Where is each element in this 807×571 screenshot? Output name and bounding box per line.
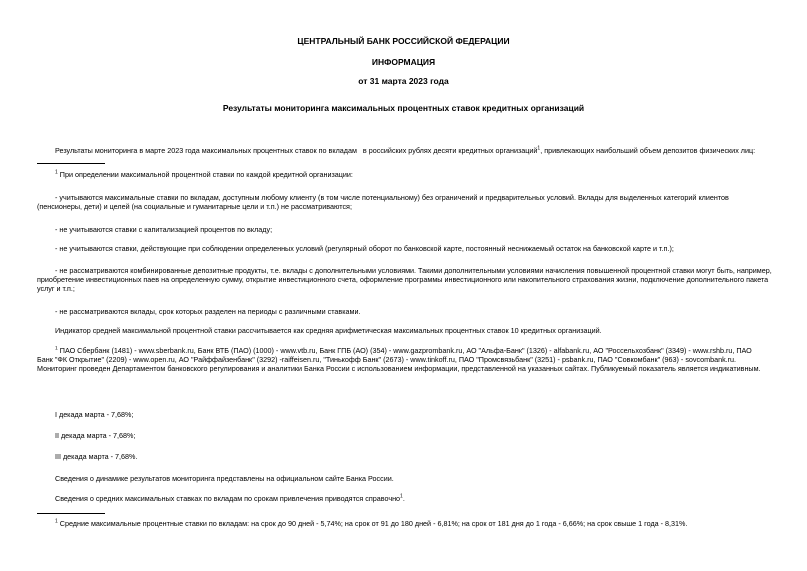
- footnote-lead-text: При определении максимальной процентной ставки по каждой кредитной организации:: [59, 170, 353, 179]
- footnote-condition-1: - учитываются максимальные ставки по вкладам, доступным любому клиенту (в том числе потенциальному) без ограничений и предварительных условий. Вклады для выделенных категорий клиентов (пенсионеры, дети) и целей (на социальные и гуманитарные цели и т.п.) не рассматриваются;: [37, 193, 729, 211]
- intro-part-3: , привлекающих наибольший объем депозитов физических лиц:: [540, 146, 756, 155]
- reference-note: [55, 494, 405, 503]
- bank-list-text-1: ПАО Сбербанк (1481) - www.sberbank.ru, Банк ВТБ (ПАО) (1000) - www.vtb.ru, Банк ГПБ (АО) (354) - www.gazprombank.ru, АО "Альфа-Банк" (1326) - alfabank.ru, АО "Россельхозбанк" (3349) - www.rshb.ru, ПАО: [59, 346, 752, 355]
- monitoring-note: Мониторинг проведен Департаментом банковского регулирования и аналитики Банка России с использованием информации, представленной на указанных сайтах. Публикуемый показатель является индикативным.: [37, 364, 761, 373]
- bank-list-block: [37, 346, 772, 373]
- bank-list-line-1: [55, 346, 772, 355]
- footnote-marker: 1: [537, 145, 541, 152]
- footnote-divider: [37, 163, 105, 164]
- footnote-condition-4: - не рассматриваются комбинированные депозитные продукты, т.е. вклады с дополнительными условиями. Такими дополнительными условиями начисления повышенной процентной ставки могут быть, например, приобретение инвестиционных паев на определенную сумму, открытие инвестиционного счета, оформление программы инвестиционного или накопительного страхования жизни, подключение дополнительного пакета услуг и т.п.;: [37, 266, 772, 293]
- footnote-marker: 1: [400, 493, 403, 500]
- reference-text: Сведения о средних максимальных ставках по вкладам по срокам привлечения приводятся справочно: [55, 494, 401, 503]
- footnote-divider: [37, 513, 105, 514]
- footnote-lead: [55, 170, 353, 179]
- average-rates-text: Средние максимальные процентные ставки по вкладам: на срок до 90 дней - 5,74%; на срок от 91 до 180 дней - 6,81%; на срок от 181 дня до 1 года - 6,66%; на срок свыше 1 года - 8,31%.: [59, 519, 688, 528]
- info-heading: ИНФОРМАЦИЯ: [371, 57, 436, 67]
- footnote-marker: 1: [55, 346, 58, 352]
- intro-part-2: в российских рублях десяти кредитных организаций: [362, 146, 538, 155]
- footnote-marker: 1: [55, 169, 58, 176]
- footnote-condition-2: - не учитываются ставки с капитализацией процентов по вкладу;: [55, 225, 273, 234]
- decade-1-rate: I декада марта - 7,68%;: [55, 410, 134, 419]
- average-rates-footnote: [55, 519, 687, 528]
- intro-part-1: Результаты мониторинга в марте 2023 года максимальных процентных ставок по вкладам: [55, 146, 357, 155]
- decade-3-rate: III декада марта - 7,68%.: [55, 452, 138, 461]
- footnote-condition-3: - не учитываются ставки, действующие при соблюдении определенных условий (регулярный оборот по банковской карте, постоянный неснижаемый остаток на банковской карте и т.п.);: [55, 244, 674, 253]
- footnote-marker: 1: [55, 518, 58, 525]
- reference-end: .: [402, 494, 405, 503]
- document-title: Результаты мониторинга максимальных процентных ставок кредитных организаций: [222, 103, 585, 113]
- bank-list-line-2: Банк "ФК Открытие" (2209) - www.open.ru, АО "Райффайзенбанк" (3292) -raiffeisen.ru, "Тинькофф Банк" (2673) - www.tinkoff.ru, ПАО "Промсвязьбанк" (3251) - psbank.ru, ПАО "Совкомбанк" (963) - sovcombank.ru.: [37, 355, 737, 364]
- date-heading: от 31 марта 2023 года: [358, 76, 449, 86]
- indicator-definition: Индикатор средней максимальной процентной ставки рассчитывается как средняя арифметическая максимальных процентных ставок 10 кредитных организаций.: [55, 326, 602, 335]
- footnote-condition-5: - не рассматриваются вклады, срок которых разделен на периоды с различными ставками.: [55, 307, 361, 316]
- dynamics-note: Сведения о динамике результатов мониторинга представлены на официальном сайте Банка России.: [55, 474, 394, 483]
- intro-paragraph: [55, 146, 755, 155]
- decade-2-rate: II декада марта - 7,68%;: [55, 431, 136, 440]
- bank-name-heading: ЦЕНТРАЛЬНЫЙ БАНК РОССИЙСКОЙ ФЕДЕРАЦИИ: [297, 36, 510, 46]
